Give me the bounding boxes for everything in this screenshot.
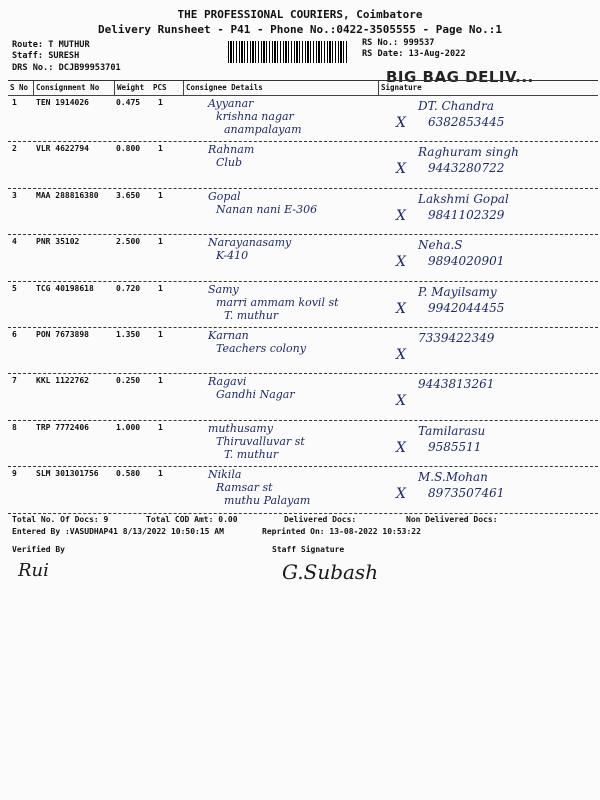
delivery-tick-mark: X [396, 347, 406, 363]
row-consignment-no: TCG 40198618 [36, 283, 94, 293]
consignee-detail-line: Samy [208, 282, 239, 296]
row-weight: 1.000 [116, 422, 141, 432]
table-row [8, 281, 598, 328]
delivery-tick-mark: X [396, 439, 406, 456]
row-weight: 0.580 [116, 469, 141, 479]
staff-signature: G.Subash [282, 560, 379, 584]
col-signature: Signature [381, 83, 422, 92]
consignee-detail-line: krishna nagar [216, 110, 294, 123]
route-value: T MUTHUR [48, 40, 90, 50]
delivery-tick-mark: X [396, 115, 406, 131]
consignee-detail-line: Ayyanar [208, 97, 254, 110]
row-pcs: 1 [158, 144, 163, 154]
runsheet-table [8, 80, 598, 513]
row-sno: 5 [12, 283, 17, 293]
barcode [228, 41, 348, 63]
consignee-detail-line: Narayanasamy [208, 236, 292, 250]
row-pcs: 1 [158, 190, 163, 200]
consignee-detail-line: muthusamy [208, 421, 273, 435]
receiver-signature-line: 8973507461 [428, 486, 505, 501]
consignee-detail-line: anampalayam [224, 123, 302, 136]
receiver-signature-line: DT. Chandra [418, 99, 494, 113]
consignee-detail-line: Gandhi Nagar [216, 388, 295, 402]
reprinted-on: Reprinted On: 13-08-2022 10:53:22 [262, 527, 421, 536]
row-sno: 4 [12, 237, 17, 247]
consignee-detail-line: Nikila [208, 468, 242, 482]
receiver-signature-line: Tamilarasu [418, 423, 486, 438]
receiver-signature-line: 9894020901 [428, 254, 505, 269]
receiver-signature-line: M.S.Mohan [418, 470, 488, 485]
receiver-signature-line: Lakshmi Gopal [418, 191, 509, 206]
row-pcs: 1 [158, 469, 163, 479]
row-weight: 2.500 [116, 237, 141, 247]
receiver-signature-line: Raghuram singh [418, 145, 519, 160]
col-sno: S No [10, 83, 29, 92]
row-pcs: 1 [158, 376, 163, 386]
consignee-detail-line: Thiruvalluvar st [216, 434, 305, 448]
route-line [12, 40, 90, 50]
row-weight: 0.720 [116, 283, 141, 293]
consignee-detail-line: Teachers colony [216, 342, 306, 355]
consignee-detail-line: Gopal [208, 189, 241, 203]
big-bag-stamp: BIG BAG DELIV... [386, 68, 534, 86]
col-pcs: PCS [153, 83, 167, 92]
row-pcs: 1 [158, 237, 163, 247]
consignee-detail-line: marri ammam kovil st [216, 295, 339, 309]
table-row [8, 373, 598, 420]
consignee-detail-line: Club [216, 156, 243, 170]
verified-signature: Rui [18, 560, 49, 581]
row-consignment-no: VLR 4622794 [36, 144, 89, 154]
staff-label: Staff: [12, 51, 44, 61]
receiver-signature-line: Neha.S [418, 238, 463, 253]
staff-value: SURESH [48, 51, 80, 61]
total-docs: Total No. Of Docs: 9 [12, 515, 109, 524]
consignee-detail-line: T. muthur [224, 308, 279, 322]
consignee-detail-line: Karnan [208, 329, 249, 342]
receiver-signature-line: 9942044455 [428, 300, 505, 315]
row-consignment-no: PNR 35102 [36, 237, 80, 247]
drs-line [12, 63, 121, 73]
delivered-docs: Delivered Docs: [284, 515, 357, 524]
delivery-tick-mark: X [396, 254, 406, 271]
row-pcs: 1 [158, 283, 163, 293]
row-sno: 6 [12, 330, 17, 339]
col-consignee: Consignee Details [186, 83, 263, 92]
row-consignment-no: MAA 288816380 [36, 190, 99, 200]
row-pcs: 1 [158, 98, 163, 107]
receiver-signature-line: P. Mayilsamy [418, 284, 497, 299]
delivery-tick-mark: X [396, 393, 406, 410]
row-sno: 1 [12, 98, 17, 107]
rs-no-line [362, 38, 434, 48]
drs-label: DRS No.: [12, 63, 54, 73]
receiver-signature-line: 6382853445 [428, 115, 505, 129]
delivery-tick-mark: X [396, 207, 406, 224]
rs-date-value: 13-Aug-2022 [408, 49, 466, 59]
consignee-detail-line: muthu Palayam [224, 494, 311, 508]
row-weight: 0.800 [116, 144, 141, 154]
col-weight: Weight [117, 83, 145, 92]
drs-value: DCJB99953701 [58, 63, 121, 73]
table-row [8, 141, 598, 188]
consignee-detail-line: Rahnam [208, 143, 255, 157]
row-consignment-no: PON 7673898 [36, 330, 89, 339]
route-label: Route: [12, 40, 44, 50]
row-consignment-no: TRP 7772406 [36, 422, 89, 432]
rs-date-line [362, 49, 466, 59]
receiver-signature-line: 9443280722 [428, 161, 505, 176]
delivery-tick-mark: X [396, 486, 406, 503]
row-consignment-no: TEN 1914026 [36, 98, 89, 107]
row-weight: 3.650 [116, 190, 141, 200]
table-row [8, 95, 598, 142]
staff-signature-label: Staff Signature [272, 545, 345, 554]
delivery-tick-mark: X [396, 161, 406, 178]
table-row [8, 234, 598, 281]
table-row [8, 420, 598, 467]
rs-no-value: 999537 [403, 38, 435, 48]
receiver-signature-line: 9585511 [428, 439, 482, 454]
runsheet-subtitle: Delivery Runsheet - P41 - Phone No.:0422-3505555 - Page No.:1 [98, 23, 502, 36]
table-row [8, 188, 598, 235]
row-consignment-no: KKL 1122762 [36, 376, 89, 386]
row-pcs: 1 [158, 422, 163, 432]
delivery-tick-mark: X [396, 300, 406, 317]
rs-no-label: RS No.: [362, 38, 399, 48]
table-header [8, 81, 598, 96]
company-title: THE PROFESSIONAL COURIERS, Coimbatore [177, 8, 423, 21]
rs-date-label: RS Date: [362, 49, 404, 59]
total-cod: Total COD Amt: 0.00 [146, 515, 238, 524]
row-pcs: 1 [158, 330, 163, 339]
table-row [8, 466, 598, 513]
row-weight: 0.475 [116, 98, 141, 107]
staff-line [12, 51, 79, 61]
verified-by-label: Verified By [12, 545, 65, 554]
row-weight: 0.250 [116, 376, 141, 386]
row-sno: 8 [12, 422, 17, 432]
receiver-signature-line: 9841102329 [428, 207, 505, 222]
row-consignment-no: SLM 301301756 [36, 469, 99, 479]
row-weight: 1.350 [116, 330, 141, 339]
consignee-detail-line: Ragavi [208, 375, 247, 389]
consignee-detail-line: Ramsar st [216, 481, 273, 495]
receiver-signature-line: 7339422349 [418, 331, 495, 345]
row-sno: 3 [12, 190, 17, 200]
consignee-detail-line: Nanan nani E-306 [216, 202, 318, 216]
row-sno: 7 [12, 376, 17, 386]
entered-by: Entered By :VASUDHAP41 8/13/2022 10:50:15 AM [12, 527, 224, 536]
row-sno: 2 [12, 144, 17, 154]
col-consignment: Consignment No [36, 83, 100, 92]
row-sno: 9 [12, 469, 17, 479]
consignee-detail-line: K-410 [216, 249, 249, 263]
table-row [8, 327, 598, 374]
receiver-signature-line: 9443813261 [418, 377, 495, 392]
consignee-detail-line: T. muthur [224, 447, 279, 461]
non-delivered-docs: Non Delivered Docs: [406, 515, 498, 524]
